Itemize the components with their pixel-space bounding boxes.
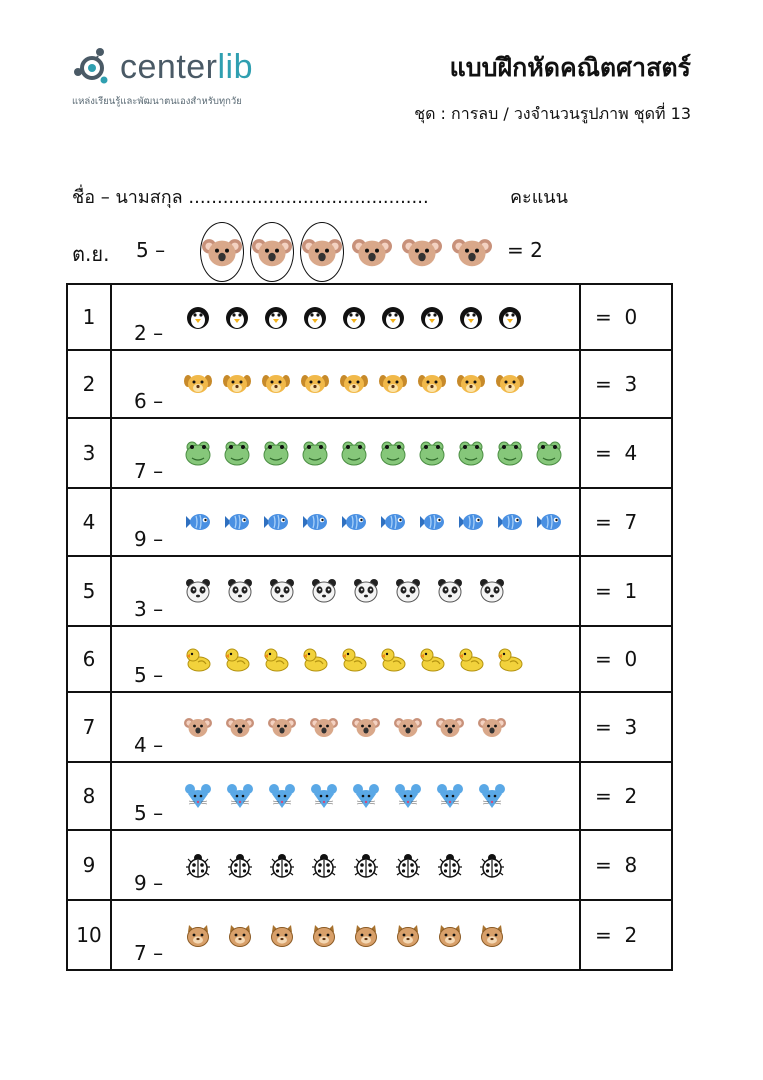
row-number: 10 — [67, 900, 111, 970]
panda-face-icon — [268, 577, 296, 605]
answer-value: = 1 — [595, 579, 638, 603]
dog-face-icon — [418, 370, 446, 398]
subtraction-expression: 5 – — [134, 801, 164, 825]
answer-cell — [580, 626, 672, 692]
ladybug-icon — [184, 851, 212, 879]
answer-cell — [580, 488, 672, 556]
bear-face-icon — [184, 921, 212, 949]
answer-value: = 3 — [595, 372, 638, 396]
fish-icon — [496, 508, 524, 536]
answer-value: = 4 — [595, 441, 638, 465]
dog-face-icon — [223, 370, 251, 398]
penguin-icon — [262, 303, 290, 331]
dog-face-icon — [496, 370, 524, 398]
frog-face-icon — [496, 439, 524, 467]
example-row — [72, 230, 632, 274]
subtraction-expression: 3 – — [134, 597, 164, 621]
koala-face-icon — [436, 713, 464, 741]
example-result: = 2 — [507, 238, 543, 262]
subtraction-expression: 9 – — [134, 527, 164, 551]
mouse-face-icon — [436, 782, 464, 810]
duck-icon — [496, 645, 524, 673]
subtraction-expression: 9 – — [134, 871, 164, 895]
ladybug-icon — [436, 851, 464, 879]
fish-icon — [301, 508, 329, 536]
penguin-icon — [223, 303, 251, 331]
dog-face-icon — [262, 370, 290, 398]
exercise-cell — [111, 488, 580, 556]
fish-icon — [184, 508, 212, 536]
mouse-face-icon — [478, 782, 506, 810]
name-field-label: ชื่อ – นามสกุล .......................................... — [72, 187, 429, 208]
brand-name: centerlib — [120, 48, 254, 86]
picture-count — [184, 576, 571, 606]
answer-value: = 2 — [595, 784, 638, 808]
exercise-row — [67, 830, 672, 900]
picture-count — [184, 712, 571, 742]
row-number: 1 — [67, 284, 111, 350]
row-number: 3 — [67, 418, 111, 488]
panda-face-icon — [184, 577, 212, 605]
exercise-cell — [111, 762, 580, 830]
bear-face-icon — [436, 921, 464, 949]
picture-count — [184, 781, 571, 811]
answer-cell — [580, 830, 672, 900]
koala-face-icon — [402, 232, 442, 272]
row-number: 2 — [67, 350, 111, 418]
dog-face-icon — [379, 370, 407, 398]
picture-count — [184, 369, 571, 399]
example-expression: 5 – — [136, 238, 166, 262]
frog-face-icon — [418, 439, 446, 467]
penguin-icon — [301, 303, 329, 331]
koala-face-icon — [268, 713, 296, 741]
koala-face-icon — [184, 713, 212, 741]
koala-face-icon — [310, 713, 338, 741]
fish-icon — [457, 508, 485, 536]
answer-value: = 7 — [595, 510, 638, 534]
frog-face-icon — [340, 439, 368, 467]
frog-face-icon — [535, 439, 563, 467]
bear-face-icon — [310, 921, 338, 949]
penguin-icon — [496, 303, 524, 331]
frog-face-icon — [379, 439, 407, 467]
centerlib-logo-icon — [70, 46, 116, 88]
dog-face-icon — [340, 370, 368, 398]
koala-face-icon — [226, 713, 254, 741]
panda-face-icon — [436, 577, 464, 605]
picture-count — [184, 438, 571, 468]
duck-icon — [457, 645, 485, 673]
panda-face-icon — [478, 577, 506, 605]
row-number: 8 — [67, 762, 111, 830]
subtraction-expression: 4 – — [134, 733, 164, 757]
koala-face-icon — [352, 232, 392, 272]
answer-value: = 0 — [595, 305, 638, 329]
fish-icon — [262, 508, 290, 536]
crossed-out-circle — [300, 222, 344, 282]
subtraction-expression: 6 – — [134, 389, 164, 413]
duck-icon — [340, 645, 368, 673]
answer-cell — [580, 900, 672, 970]
exercise-row — [67, 556, 672, 626]
koala-face-icon — [352, 713, 380, 741]
exercise-cell — [111, 900, 580, 970]
score-label: คะแนน — [510, 187, 568, 208]
subtraction-expression: 5 – — [134, 663, 164, 687]
fish-icon — [379, 508, 407, 536]
mouse-face-icon — [184, 782, 212, 810]
picture-count — [184, 644, 571, 674]
answer-value: = 0 — [595, 647, 638, 671]
exercise-row — [67, 762, 672, 830]
penguin-icon — [379, 303, 407, 331]
exercise-cell — [111, 556, 580, 626]
exercise-cell — [111, 626, 580, 692]
dog-face-icon — [301, 370, 329, 398]
answer-cell — [580, 692, 672, 762]
answer-cell — [580, 556, 672, 626]
subtraction-expression: 7 – — [134, 459, 164, 483]
answer-value: = 3 — [595, 715, 638, 739]
dog-face-icon — [457, 370, 485, 398]
frog-face-icon — [184, 439, 212, 467]
subtraction-expression: 2 – — [134, 321, 164, 345]
crossed-out-circle — [250, 222, 294, 282]
row-number: 9 — [67, 830, 111, 900]
bear-face-icon — [352, 921, 380, 949]
crossed-out-circle — [200, 222, 244, 282]
exercise-row — [67, 488, 672, 556]
koala-face-icon — [478, 713, 506, 741]
mouse-face-icon — [268, 782, 296, 810]
ladybug-icon — [226, 851, 254, 879]
frog-face-icon — [457, 439, 485, 467]
duck-icon — [418, 645, 446, 673]
panda-face-icon — [352, 577, 380, 605]
answer-cell — [580, 284, 672, 350]
mouse-face-icon — [352, 782, 380, 810]
picture-count — [184, 507, 571, 537]
answer-cell — [580, 350, 672, 418]
penguin-icon — [418, 303, 446, 331]
ladybug-icon — [310, 851, 338, 879]
bear-face-icon — [226, 921, 254, 949]
exercise-row — [67, 626, 672, 692]
exercise-cell — [111, 830, 580, 900]
example-label: ต.ย. — [72, 242, 110, 266]
exercise-row — [67, 350, 672, 418]
row-number: 7 — [67, 692, 111, 762]
fish-icon — [535, 508, 563, 536]
answer-value: = 8 — [595, 853, 638, 877]
ladybug-icon — [352, 851, 380, 879]
exercise-cell — [111, 350, 580, 418]
duck-icon — [301, 645, 329, 673]
exercise-row — [67, 418, 672, 488]
exercise-cell — [111, 284, 580, 350]
dog-face-icon — [184, 370, 212, 398]
brand-tagline: แหล่งเรียนรู้และพัฒนาตนเองสำหรับทุกวัย — [72, 96, 242, 107]
panda-face-icon — [226, 577, 254, 605]
exercise-cell — [111, 418, 580, 488]
picture-count — [184, 850, 571, 880]
duck-icon — [379, 645, 407, 673]
brand-logo — [70, 42, 300, 112]
row-number: 6 — [67, 626, 111, 692]
duck-icon — [223, 645, 251, 673]
row-number: 5 — [67, 556, 111, 626]
fish-icon — [340, 508, 368, 536]
fish-icon — [418, 508, 446, 536]
penguin-icon — [457, 303, 485, 331]
exercise-row — [67, 284, 672, 350]
duck-icon — [262, 645, 290, 673]
koala-face-icon — [394, 713, 422, 741]
exercise-row — [67, 900, 672, 970]
penguin-icon — [340, 303, 368, 331]
koala-face-icon — [452, 232, 492, 272]
panda-face-icon — [394, 577, 422, 605]
exercise-cell — [111, 692, 580, 762]
answer-cell — [580, 762, 672, 830]
bear-face-icon — [268, 921, 296, 949]
picture-count — [184, 302, 571, 332]
frog-face-icon — [301, 439, 329, 467]
worksheet-subtitle: ชุด : การลบ / วงจำนวนรูปภาพ ชุดที่ 13 — [414, 104, 691, 123]
exercise-table — [66, 283, 673, 971]
ladybug-icon — [394, 851, 422, 879]
picture-count — [184, 920, 571, 950]
mouse-face-icon — [310, 782, 338, 810]
ladybug-icon — [268, 851, 296, 879]
subtraction-expression: 7 – — [134, 941, 164, 965]
row-number: 4 — [67, 488, 111, 556]
bear-face-icon — [478, 921, 506, 949]
mouse-face-icon — [394, 782, 422, 810]
answer-cell — [580, 418, 672, 488]
answer-value: = 2 — [595, 923, 638, 947]
fish-icon — [223, 508, 251, 536]
panda-face-icon — [310, 577, 338, 605]
frog-face-icon — [262, 439, 290, 467]
ladybug-icon — [478, 851, 506, 879]
exercise-row — [67, 692, 672, 762]
worksheet-title: แบบฝึกหัดคณิตศาสตร์ — [449, 53, 691, 82]
frog-face-icon — [223, 439, 251, 467]
bear-face-icon — [394, 921, 422, 949]
penguin-icon — [184, 303, 212, 331]
duck-icon — [184, 645, 212, 673]
mouse-face-icon — [226, 782, 254, 810]
